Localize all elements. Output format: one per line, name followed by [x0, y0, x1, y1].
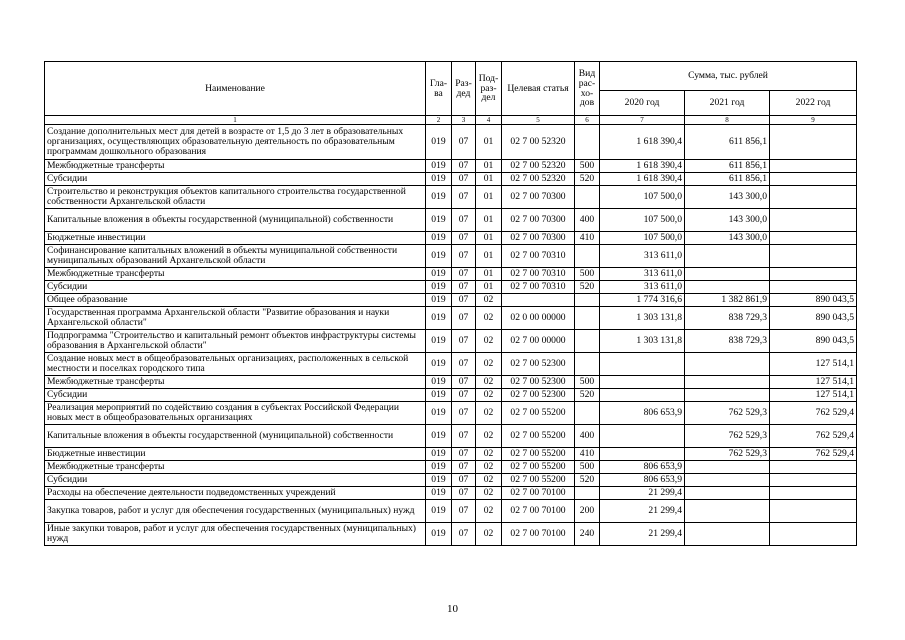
column-number: 4	[476, 116, 502, 125]
cell-razdel: 07	[452, 500, 476, 523]
table-row	[45, 232, 857, 245]
cell-podrazdel: 02	[476, 389, 502, 402]
cell-2020	[600, 425, 685, 448]
cell-vid: 520	[575, 389, 600, 402]
cell-glava: 019	[426, 173, 452, 186]
cell-target: 02 7 00 55200	[502, 425, 575, 448]
header-sum: Сумма, тыс. рублей	[600, 62, 857, 91]
cell-razdel: 07	[452, 425, 476, 448]
cell-name: Межбюджетные трансферты	[45, 376, 426, 389]
column-number: 8	[685, 116, 770, 125]
cell-2021	[685, 353, 770, 376]
cell-name: Капитальные вложения в объекты государственной (муниципальной) собственности	[45, 209, 426, 232]
cell-target: 02 7 00 52300	[502, 353, 575, 376]
cell-podrazdel: 02	[476, 307, 502, 330]
cell-podrazdel: 02	[476, 376, 502, 389]
table-row	[45, 173, 857, 186]
cell-target: 02 7 00 52320	[502, 125, 575, 160]
cell-2020: 313 611,0	[600, 268, 685, 281]
cell-2022	[770, 281, 857, 294]
cell-2021	[685, 523, 770, 546]
cell-vid: 520	[575, 281, 600, 294]
cell-vid	[575, 487, 600, 500]
cell-vid: 400	[575, 209, 600, 232]
cell-razdel: 07	[452, 245, 476, 268]
header-podrazdel: Под-раз-дел	[476, 62, 502, 116]
cell-2021: 762 529,3	[685, 402, 770, 425]
cell-glava: 019	[426, 389, 452, 402]
cell-razdel: 07	[452, 232, 476, 245]
cell-name: Субсидии	[45, 389, 426, 402]
cell-target: 02 7 00 52320	[502, 160, 575, 173]
cell-podrazdel: 02	[476, 487, 502, 500]
header-target: Целевая статья	[502, 62, 575, 116]
cell-razdel: 07	[452, 402, 476, 425]
cell-2022: 762 529,4	[770, 402, 857, 425]
cell-2021	[685, 268, 770, 281]
cell-razdel: 07	[452, 281, 476, 294]
cell-2022	[770, 523, 857, 546]
table-row	[45, 353, 857, 376]
cell-vid: 500	[575, 461, 600, 474]
table-row	[45, 500, 857, 523]
cell-glava: 019	[426, 268, 452, 281]
header-vid: Вид рас-хо-дов	[575, 62, 600, 116]
cell-2022: 127 514,1	[770, 389, 857, 402]
table-row	[45, 448, 857, 461]
cell-2021	[685, 487, 770, 500]
cell-vid: 410	[575, 448, 600, 461]
table-row	[45, 425, 857, 448]
cell-razdel: 07	[452, 523, 476, 546]
cell-target: 02 7 00 70100	[502, 487, 575, 500]
cell-name: Субсидии	[45, 173, 426, 186]
cell-podrazdel: 02	[476, 523, 502, 546]
cell-podrazdel: 02	[476, 294, 502, 307]
cell-name: Создание дополнительных мест для детей в возрасте от 1,5 до 3 лет в образовательных организациях, осуществляющих образовательную деятельность по образовательным программам дошкольного образования	[45, 125, 426, 160]
cell-target: 02 7 00 55200	[502, 402, 575, 425]
table-row	[45, 487, 857, 500]
cell-razdel: 07	[452, 353, 476, 376]
cell-vid	[575, 294, 600, 307]
header-glava: Гла-ва	[426, 62, 452, 116]
cell-podrazdel: 01	[476, 281, 502, 294]
cell-vid: 410	[575, 232, 600, 245]
cell-vid	[575, 125, 600, 160]
cell-razdel: 07	[452, 268, 476, 281]
table-row	[45, 389, 857, 402]
cell-2021: 838 729,3	[685, 307, 770, 330]
cell-podrazdel: 01	[476, 245, 502, 268]
cell-name: Иные закупки товаров, работ и услуг для обеспечения государственных (муниципальных) нужд	[45, 523, 426, 546]
cell-razdel: 07	[452, 307, 476, 330]
cell-glava: 019	[426, 474, 452, 487]
cell-2022	[770, 160, 857, 173]
cell-glava: 019	[426, 402, 452, 425]
table-row	[45, 376, 857, 389]
header-2022: 2022 год	[770, 91, 857, 116]
cell-2022: 762 529,4	[770, 448, 857, 461]
cell-target: 02 7 00 52300	[502, 376, 575, 389]
cell-2021	[685, 245, 770, 268]
cell-razdel: 07	[452, 376, 476, 389]
cell-2020: 313 611,0	[600, 245, 685, 268]
cell-vid: 500	[575, 376, 600, 389]
cell-target: 02 7 00 52320	[502, 173, 575, 186]
cell-vid: 520	[575, 173, 600, 186]
cell-2022	[770, 487, 857, 500]
table-row	[45, 461, 857, 474]
cell-2021: 762 529,3	[685, 448, 770, 461]
cell-name: Межбюджетные трансферты	[45, 268, 426, 281]
cell-target: 02 7 00 70310	[502, 245, 575, 268]
cell-name: Капитальные вложения в объекты государственной (муниципальной) собственности	[45, 425, 426, 448]
cell-vid: 500	[575, 160, 600, 173]
cell-vid	[575, 402, 600, 425]
cell-2022: 762 529,4	[770, 425, 857, 448]
cell-2020: 107 500,0	[600, 186, 685, 209]
cell-2020: 1 303 131,8	[600, 307, 685, 330]
table-row	[45, 294, 857, 307]
cell-2021: 143 300,0	[685, 209, 770, 232]
cell-vid: 200	[575, 500, 600, 523]
cell-target: 02 7 00 00000	[502, 330, 575, 353]
budget-table	[44, 61, 857, 546]
cell-target: 02 7 00 52300	[502, 389, 575, 402]
cell-2021: 611 856,1	[685, 125, 770, 160]
table-row	[45, 474, 857, 487]
header-row	[45, 62, 857, 91]
column-number: 5	[502, 116, 575, 125]
table-row	[45, 330, 857, 353]
cell-2020: 21 299,4	[600, 500, 685, 523]
cell-glava: 019	[426, 160, 452, 173]
table-row	[45, 160, 857, 173]
cell-target: 02 0 00 00000	[502, 307, 575, 330]
cell-2020	[600, 376, 685, 389]
cell-glava: 019	[426, 500, 452, 523]
cell-2021: 1 382 861,9	[685, 294, 770, 307]
cell-vid: 240	[575, 523, 600, 546]
table-row	[45, 307, 857, 330]
cell-name: Государственная программа Архангельской области "Развитие образования и науки Архангельской области"	[45, 307, 426, 330]
cell-2020: 107 500,0	[600, 209, 685, 232]
cell-2022: 127 514,1	[770, 353, 857, 376]
cell-glava: 019	[426, 307, 452, 330]
cell-2022: 890 043,5	[770, 294, 857, 307]
cell-2022	[770, 125, 857, 160]
cell-target	[502, 294, 575, 307]
cell-target: 02 7 00 70310	[502, 268, 575, 281]
cell-2020	[600, 448, 685, 461]
cell-2022	[770, 245, 857, 268]
cell-2020: 1 774 316,6	[600, 294, 685, 307]
cell-2021: 143 300,0	[685, 186, 770, 209]
header-razdel: Раз-дед	[452, 62, 476, 116]
cell-podrazdel: 02	[476, 500, 502, 523]
cell-2020: 21 299,4	[600, 523, 685, 546]
cell-2020: 1 303 131,8	[600, 330, 685, 353]
cell-target: 02 7 00 70300	[502, 209, 575, 232]
cell-name: Бюджетные инвестиции	[45, 448, 426, 461]
cell-glava: 019	[426, 487, 452, 500]
column-number: 2	[426, 116, 452, 125]
cell-name: Подпрограмма "Строительство и капитальный ремонт объектов инфраструктуры системы образования в Архангельской области"	[45, 330, 426, 353]
cell-glava: 019	[426, 209, 452, 232]
cell-name: Общее образование	[45, 294, 426, 307]
cell-podrazdel: 01	[476, 125, 502, 160]
cell-glava: 019	[426, 461, 452, 474]
cell-razdel: 07	[452, 461, 476, 474]
cell-podrazdel: 01	[476, 209, 502, 232]
cell-target: 02 7 00 55200	[502, 474, 575, 487]
cell-2020: 313 611,0	[600, 281, 685, 294]
cell-podrazdel: 02	[476, 402, 502, 425]
cell-podrazdel: 01	[476, 186, 502, 209]
cell-razdel: 07	[452, 125, 476, 160]
cell-vid: 520	[575, 474, 600, 487]
cell-glava: 019	[426, 448, 452, 461]
cell-name: Межбюджетные трансферты	[45, 461, 426, 474]
cell-2020	[600, 389, 685, 402]
cell-name: Расходы на обеспечение деятельности подведомственных учреждений	[45, 487, 426, 500]
cell-2022	[770, 268, 857, 281]
table-row	[45, 523, 857, 546]
column-number: 9	[770, 116, 857, 125]
cell-glava: 019	[426, 281, 452, 294]
cell-razdel: 07	[452, 330, 476, 353]
cell-podrazdel: 02	[476, 330, 502, 353]
cell-podrazdel: 02	[476, 461, 502, 474]
cell-2022: 890 043,5	[770, 330, 857, 353]
cell-glava: 019	[426, 186, 452, 209]
cell-razdel: 07	[452, 294, 476, 307]
cell-glava: 019	[426, 294, 452, 307]
table-row	[45, 125, 857, 160]
cell-2020: 1 618 390,4	[600, 160, 685, 173]
cell-glava: 019	[426, 330, 452, 353]
column-number-row	[45, 116, 857, 125]
cell-2021: 611 856,1	[685, 173, 770, 186]
cell-razdel: 07	[452, 389, 476, 402]
cell-glava: 019	[426, 523, 452, 546]
column-number: 7	[600, 116, 685, 125]
cell-glava: 019	[426, 232, 452, 245]
header-2020: 2020 год	[600, 91, 685, 116]
cell-podrazdel: 02	[476, 474, 502, 487]
cell-target: 02 7 00 70100	[502, 523, 575, 546]
cell-glava: 019	[426, 425, 452, 448]
cell-name: Реализация мероприятий по содействию создания в субъектах Российской Федерации новых мест в общеобразовательных организациях	[45, 402, 426, 425]
cell-target: 02 7 00 70310	[502, 281, 575, 294]
cell-vid	[575, 353, 600, 376]
cell-name: Бюджетные инвестиции	[45, 232, 426, 245]
cell-name: Строительство и реконструкция объектов капитального строительства государственной собственности Архангельской области	[45, 186, 426, 209]
cell-vid	[575, 186, 600, 209]
cell-2022	[770, 461, 857, 474]
table-row	[45, 186, 857, 209]
cell-vid: 400	[575, 425, 600, 448]
table-row	[45, 209, 857, 232]
cell-razdel: 07	[452, 487, 476, 500]
cell-2021	[685, 474, 770, 487]
header-name: Наименование	[45, 62, 426, 116]
cell-2021	[685, 461, 770, 474]
cell-name: Создание новых мест в общеобразовательных организациях, расположенных в сельской местности и поселках городского типа	[45, 353, 426, 376]
cell-2020: 1 618 390,4	[600, 173, 685, 186]
cell-2022: 127 514,1	[770, 376, 857, 389]
table-row	[45, 245, 857, 268]
column-number: 6	[575, 116, 600, 125]
cell-razdel: 07	[452, 209, 476, 232]
cell-target: 02 7 00 70100	[502, 500, 575, 523]
cell-2022	[770, 474, 857, 487]
cell-podrazdel: 02	[476, 448, 502, 461]
cell-vid	[575, 330, 600, 353]
table-row	[45, 268, 857, 281]
cell-glava: 019	[426, 125, 452, 160]
cell-podrazdel: 01	[476, 173, 502, 186]
cell-glava: 019	[426, 245, 452, 268]
cell-razdel: 07	[452, 448, 476, 461]
cell-2022	[770, 232, 857, 245]
cell-name: Закупка товаров, работ и услуг для обеспечения государственных (муниципальных) нужд	[45, 500, 426, 523]
cell-target: 02 7 00 70300	[502, 232, 575, 245]
cell-razdel: 07	[452, 173, 476, 186]
cell-2022	[770, 173, 857, 186]
cell-2022	[770, 209, 857, 232]
cell-2022	[770, 186, 857, 209]
cell-name: Софинансирование капитальных вложений в объекты муниципальной собственности муниципальных образований Архангельской области	[45, 245, 426, 268]
cell-name: Субсидии	[45, 281, 426, 294]
cell-2021	[685, 500, 770, 523]
cell-2021: 611 856,1	[685, 160, 770, 173]
cell-2021: 838 729,3	[685, 330, 770, 353]
cell-2020: 806 653,9	[600, 402, 685, 425]
cell-podrazdel: 01	[476, 232, 502, 245]
cell-2020: 1 618 390,4	[600, 125, 685, 160]
cell-2021	[685, 281, 770, 294]
cell-vid	[575, 245, 600, 268]
cell-podrazdel: 02	[476, 353, 502, 376]
cell-2022	[770, 500, 857, 523]
page-number: 10	[447, 603, 458, 615]
cell-2022: 890 043,5	[770, 307, 857, 330]
cell-2020: 806 653,9	[600, 474, 685, 487]
header-2021: 2021 год	[685, 91, 770, 116]
column-number: 3	[452, 116, 476, 125]
cell-2020: 21 299,4	[600, 487, 685, 500]
cell-razdel: 07	[452, 474, 476, 487]
column-number: 1	[45, 116, 426, 125]
cell-target: 02 7 00 55200	[502, 461, 575, 474]
cell-podrazdel: 01	[476, 160, 502, 173]
cell-vid	[575, 307, 600, 330]
table-row	[45, 281, 857, 294]
table-body	[45, 125, 857, 546]
cell-name: Межбюджетные трансферты	[45, 160, 426, 173]
cell-2020: 107 500,0	[600, 232, 685, 245]
cell-glava: 019	[426, 353, 452, 376]
cell-2021	[685, 389, 770, 402]
cell-glava: 019	[426, 376, 452, 389]
cell-2020: 806 653,9	[600, 461, 685, 474]
cell-target: 02 7 00 55200	[502, 448, 575, 461]
cell-podrazdel: 02	[476, 425, 502, 448]
table-row	[45, 402, 857, 425]
cell-razdel: 07	[452, 186, 476, 209]
cell-podrazdel: 01	[476, 268, 502, 281]
cell-razdel: 07	[452, 160, 476, 173]
cell-2021: 762 529,3	[685, 425, 770, 448]
cell-target: 02 7 00 70300	[502, 186, 575, 209]
cell-name: Субсидии	[45, 474, 426, 487]
cell-2021	[685, 376, 770, 389]
cell-2021: 143 300,0	[685, 232, 770, 245]
cell-vid: 500	[575, 268, 600, 281]
cell-2020	[600, 353, 685, 376]
